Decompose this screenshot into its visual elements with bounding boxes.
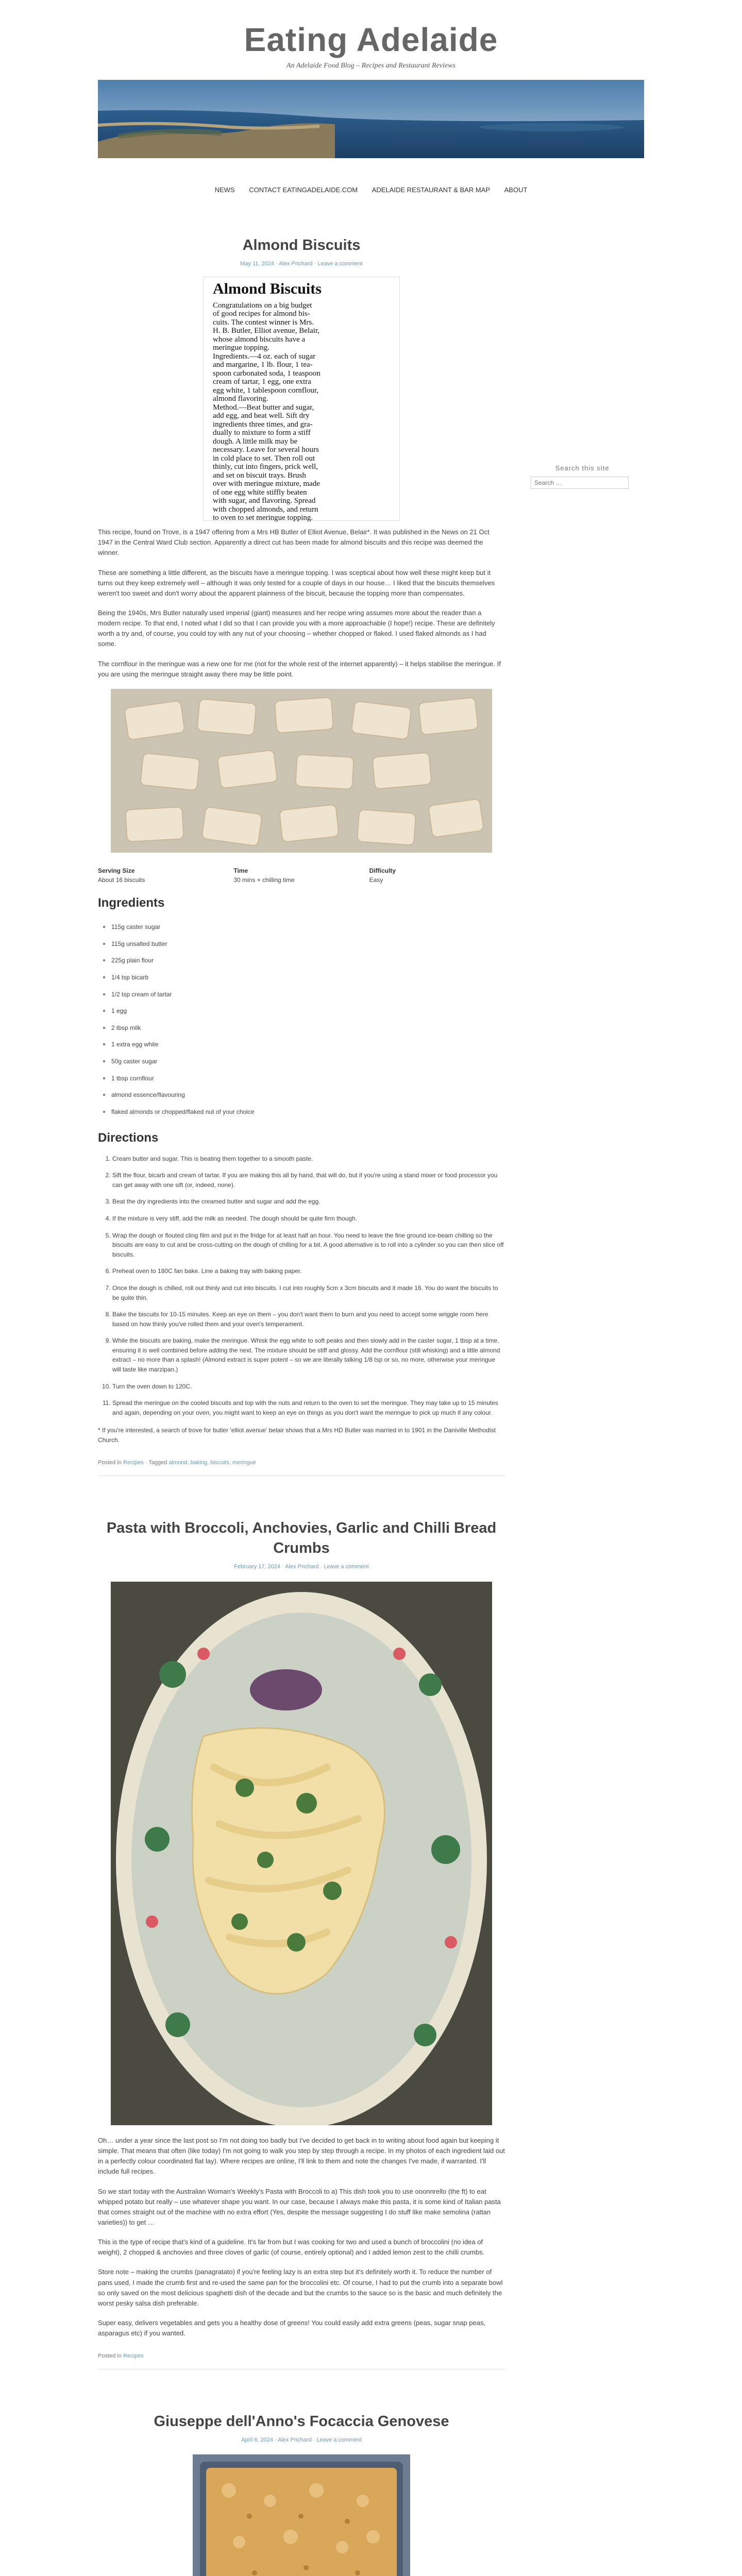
directions-heading: Directions [98,1131,159,1145]
ingredient-item: 1/2 tsp cream of tartar [98,986,505,1003]
content-wrap [98,206,644,2576]
clipping-line: with sugar, and flavoring. Spread [213,497,316,505]
clipping-line: of one egg white stiffly beaten [213,488,307,497]
pasta-dish-photo [111,1582,492,2125]
post-comment-link[interactable]: Leave a comment [324,1563,369,1570]
clipping-line: in cold place to set. Then roll out [213,454,315,463]
direction-step: 7. Once the dough is chilled, roll out thinly and cut into biscuits. I cut into roughly 5cm x 3cm biscuits and it made 16. You do want the biscuits to be quite thin. [112,1283,505,1302]
post-date[interactable]: May 11, 2024 [240,261,275,267]
clipping-line: Method.—Beat butter and sugar, [213,403,314,412]
clipping-line: of good recipes for almond bis- [213,310,310,318]
direction-step: 9. While the biscuits are baking, make the meringue. Whisk the egg white to soft peaks and then slowly add in the caster sugar, 1 tbsp at a time, ensuring it is well combined before adding the next. The mixture should be stiff and glossy. Add the cornflour (still whisking) and a little almond extract – no more than a splash! (Almond extract is super potent – so we are literally talking 1/8 tsp or so, no more, otherwise your meringue will taste like marzipan.) [112,1336,505,1374]
post-paragraph: Store note – making the crumbs (panagratato) if you're feeling lazy is an extra step but it's definitely worth it. To reduce the number of pans used, I made the crumb first and re-used the same pan for the broccolini etc. Of course, I had to put the crumb into a separate bowl so only saved on the most delicious spaghetti dish of the decade and but the crumbs to the sauce so is the basic and much definitely the worst pesky salsa dish preferable. [98,2268,503,2307]
ingredient-item: 2 tbsp milk [98,1020,505,1037]
post-focaccia [98,2412,505,2576]
clipping-line: ingredients three times, and gra- [213,420,313,429]
direction-step: 10. Turn the oven down to 120C. [112,1382,505,1392]
direction-step: 4. If the mixture is very stiff, add the milk as needed. The dough should be quite firm though. [112,1214,505,1224]
difficulty-value: Easy [369,876,383,884]
search-input[interactable] [531,477,629,489]
post-author[interactable]: Alex Prichard [278,2437,312,2444]
ingredient-item: almond essence/flavouring [98,1087,505,1104]
post-title[interactable]: Almond Biscuits [242,237,361,254]
recipe-summary [98,866,505,885]
direction-step: 5. Wrap the dough or flouted cling film and put in the fridge for at least half an hour. You need to leave the fine ground ice-beam chilling so the biscuits are easy to cut and be cross-cutting on the dough of chilling for a bit. A good alternative is to roll into a cylinder so you can then slice off biscuits. [112,1231,505,1260]
page [98,0,644,2576]
post-title[interactable]: Pasta with Broccoli, Anchovies, Garlic and Chilli Bread Crumbs [106,1519,497,1556]
post-paragraph: So we start today with the Australian Woman's Weekly's Pasta with Broccoli to a) This dish took you to use ooonnrello (the ft) to eat whipped potato but really – use whatever shape you want. In our case, because I always make this pasta, it is some kind of Italian pasta that comes straight out of the machine with no extra effort (Yes, despite the message suggesting I do stuff like make semolina (rattan varieties)) to get … [98,2187,501,2226]
post-meta: February 17, 2024 · Alex Prichard · Leave a comment [234,1563,369,1570]
tagged-label: Tagged [148,1459,167,1466]
ingredient-item: 1 extra egg white [98,1036,505,1053]
post-date[interactable]: February 17, 2024 [234,1563,281,1570]
ingredient-item: 1 egg [98,1003,505,1020]
clipping-line: dually to mixture to form a stiff [213,429,311,437]
nav-contact[interactable]: CONTACT EATINGADELAIDE.COM [249,185,358,194]
post-paragraph: Super easy, delivers vegetables and gets you a healthy dose of greens! You could easily add extra greens (peas, sugar snap peas, asparagus etc) if you wanted. [98,2318,486,2337]
search-form [531,477,634,489]
clipping-line: egg white, 1 tablespoon cornflour, [213,386,319,395]
clipping-line: meringue topping. [213,344,269,352]
clipping-heading: Almond Biscuits [213,280,322,298]
almond-biscuits-photo [111,689,492,853]
clipping-line: and set on biscuit trays. Brush [213,471,306,480]
posted-in-label: Posted in [98,1459,122,1466]
header-banner-image [98,80,644,158]
post-comment-link[interactable]: Leave a comment [316,2437,362,2444]
ingredient-item: 50g caster sugar [98,1053,505,1070]
clipping-line: H. B. Butler, Elliot avenue, Belair, [213,327,320,335]
clipping-line: spoon carbonated soda, 1 teaspoon [213,369,321,378]
post-author[interactable]: Alex Prichard [285,1563,319,1570]
clipping-line: Congratulations on a big budget [213,301,312,310]
post-title[interactable]: Giuseppe dell'Anno's Focaccia Genovese [154,2413,449,2430]
serving-size-label: Serving Size [98,867,135,874]
direction-step: 8. Bake the biscuits for 10-15 minutes. Keep an eye on them – you don't want them to burn and you need to accept some wriggle room here based on how thinly you've rolled them and your oven's temperament. [112,1310,505,1329]
serving-size-value: About 16 biscuits [98,876,145,884]
main-navigation [98,158,644,206]
post-paragraph: Oh… under a year since the last post so I'm not doing too badly but I've decided to get back in to writing about food again but keeping it simple. That means that often (like today) I'm not going to walk you step by step through a recipe. In my photos of each ingredient laid out in a perfectly colour coordinated flat lay). Where recipes are online, I'll link to them and note the changes I've made, if warranted. I'll include full recipes. [98,2137,505,2176]
post-footer [98,2352,505,2361]
nav-news[interactable]: NEWS [214,185,235,194]
ingredient-item: 115g unsalted butter [98,936,505,953]
newspaper-clipping-image [203,277,400,521]
focaccia-photo [193,2454,410,2576]
post-footer: Posted in Recipes · Tagged almond, baking, biscuits, meringue [98,1459,256,1466]
category-link[interactable]: Recipes [123,2353,144,2360]
direction-step: 1. Cream butter and sugar. This is beating them together to a smooth paste. [112,1154,505,1164]
site-header [98,0,644,158]
ingredient-item: 225g plain flour [98,952,505,969]
post-meta: May 11, 2024 · Alex Prichard · Leave a comment [240,261,363,267]
time-label: Time [233,867,248,874]
clipping-line: and margarine, 1 lb. flour, 1 tea- [213,361,313,369]
nav-restaurant-map[interactable]: ADELAIDE RESTAURANT & BAR MAP [372,185,490,194]
direction-step: 6. Preheat oven to 180C fan bake. Line a baking tray with baking paper. [112,1266,505,1276]
clipping-line: over with meringue mixture, made [213,480,320,488]
clipping-line: with chopped almonds, and return [213,505,318,514]
site-description: An Adelaide Food Blog – Recipes and Restaurant Reviews [286,62,456,70]
ingredient-item: 1/4 tsp bicarb [98,969,505,986]
clipping-line: thinly, cut into fingers, prick well, [213,463,318,471]
post-footnote: * If you're interested, a search of trove for butler 'elliot avenue' belair shows that a Mrs HD Butler was married in to 1901 in the Daniville Methodist Church. [98,1427,496,1444]
ingredient-item: flaked almonds or chopped/flaked nut of your choice [98,1104,505,1121]
category-link[interactable]: Recipes [123,1459,144,1466]
post-paragraph: The cornflour in the meringue was a new one for me (not for the whole rest of the internet apparently) – it helps stabilise the meringue. If you are using the meringue straight away there may be little point. [98,659,501,678]
search-widget-title: Search this site [555,464,610,472]
difficulty-label: Difficulty [369,867,396,874]
post-paragraph: This recipe, found on Trove, is a 1947 offering from a Mrs HB Butler of Elliot Avenue, Belair*. It was published in the News on 21 Oct 1947 in the Central Ward Club section. Apparently a direct cut has been made for almond biscuits and this recipe was deemed the winner. [98,528,490,557]
post-comment-link[interactable]: Leave a comment [317,261,363,267]
post-almond-biscuits [98,235,505,1488]
clipping-line: dough. A little milk may be [213,437,298,446]
sidebar [531,206,634,2576]
post-date[interactable]: April 6, 2024 [241,2437,273,2444]
clipping-line: add egg, and beat well. Sift dry [213,412,310,420]
clipping-line: almond flavoring. [213,395,268,403]
clipping-line: necessary. Leave for several hours [213,446,319,454]
ingredients-list [98,919,505,1120]
main-content [98,206,505,2576]
time-value: 30 mins + chilling time [233,876,295,884]
post-author[interactable]: Alex Prichard [279,261,313,267]
ingredient-item: 115g caster sugar [98,919,505,936]
post-meta: April 6, 2024 · Alex Prichard · Leave a comment [241,2437,362,2444]
clipping-body [213,301,390,522]
clipping-line: to oven to set meringue topping. [213,514,313,522]
direction-step: 3. Beat the dry ingredients into the creamed butter and sugar and add the egg. [112,1197,505,1207]
site-title[interactable]: Eating Adelaide [244,21,498,58]
post-paragraph: These are something a little different, as the biscuits have a meringue topping. I was sceptical about how well these might keep but it turns out they keep extremely well – although it was only tested for a couple of days in our house… I liked that the biscuits themselves weren't too sweet and don't worry about the apparent plainness of the biscuit, because the topping more than compensates. [98,568,495,597]
posted-in-label: Posted in [98,2353,122,2360]
clipping-line: cuits. The contest winner is Mrs. [213,318,314,327]
ingredients-heading: Ingredients [98,896,165,910]
direction-step: 2. Sift the flour, bicarb and cream of tartar. If you are making this all by hand, that will do, but if you're using a stand mixer or food processor you can get away with one sift (or, indeed, none). [112,1171,505,1190]
clipping-line: Ingredients.—4 oz. each of sugar [213,352,316,361]
post-paragraph: This is the type of recipe that's kind of a guideline. It's far from but I was cooking for two and used a bunch of broccolini (no idea of weight), 2 chopped & anchovies and three cloves of garlic (of course, entirely optional) and I added lemon zest to the chilli crumbs. [98,2238,485,2257]
clipping-line: whose almond biscuits have a [213,335,306,344]
direction-step: 11. Spread the meringue on the cooled biscuits and top with the nuts and return to the oven to set the meringue. They may take up to 15 minutes and again, depending on your oven, you might want to keep an eye on things as you don't want the meringue to pick up much if any colour. [112,1398,505,1417]
post-paragraph: Being the 1940s, Mrs Butler naturally used imperial (giant) measures and her recipe wring assumes more about the reader than a modern recipe. To that end, I noted what I did so that I can provide you with a more approachable (I hope!) recipe. These are definitely worth a try and, of course, you could toy with any nut of your choosing – whether chopped or flaked. I used flaked almonds as I had some. [98,609,495,648]
nav-about[interactable]: ABOUT [504,185,528,194]
clipping-line: cream of tartar, 1 egg, one extra [213,378,311,386]
post-pasta-broccoli [98,1518,505,2382]
tags-link[interactable]: almond, baking, biscuits, meringue [168,1459,256,1466]
directions-list [98,1154,505,1418]
ingredient-item: 1 tbsp cornflour [98,1070,505,1087]
